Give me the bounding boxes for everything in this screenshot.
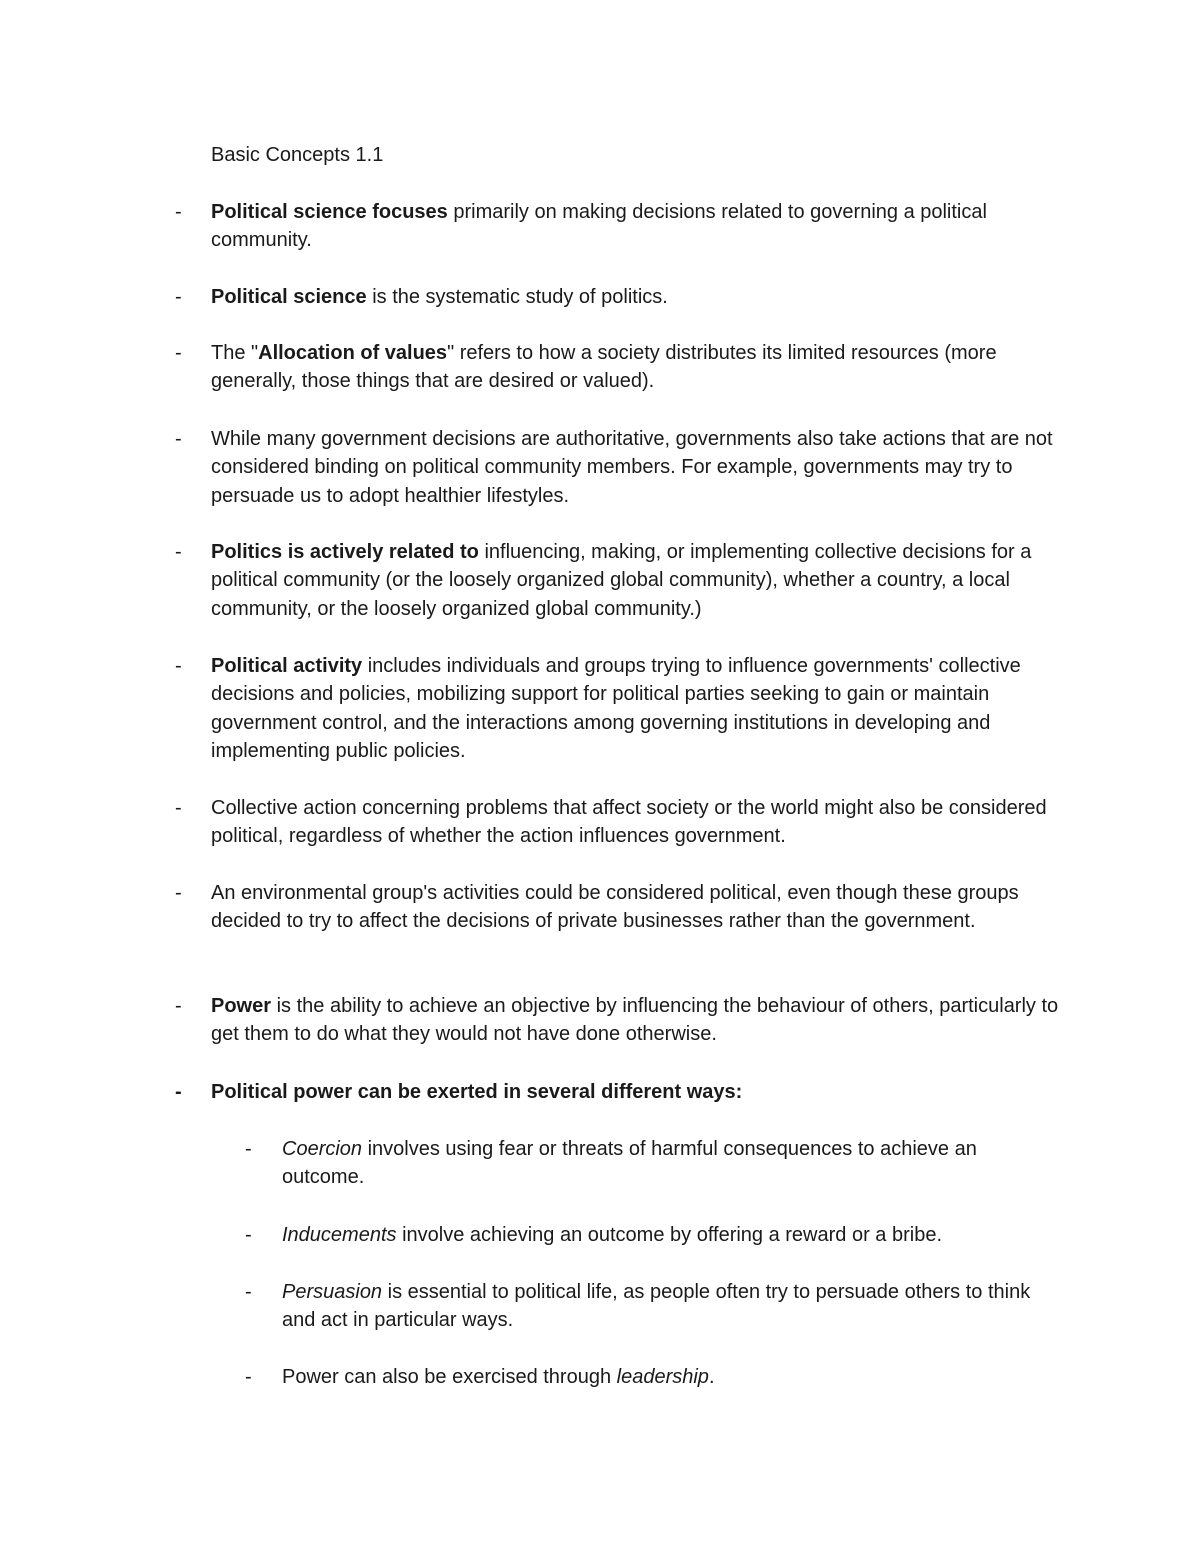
bullet-dash: - [175, 1081, 182, 1103]
bullet-dash: - [245, 1224, 252, 1246]
item-prefix: The " [211, 342, 259, 364]
item-text [211, 339, 1071, 396]
bullet-dash: - [175, 342, 182, 364]
item-text [211, 1078, 1071, 1106]
item-body: is essential to political life, as people often try to persuade others to think and act in particular ways. [282, 1281, 1031, 1332]
item-prefix: Power can also be exercised through [282, 1366, 617, 1388]
item-text [211, 425, 1071, 510]
item-body: Collective action concerning problems that affect society or the world might also be considered political, regardless of whether the action influences government. [211, 797, 1047, 848]
item-body: involves using fear or threats of harmful consequences to achieve an outcome. [282, 1138, 977, 1189]
item-text [282, 1363, 1062, 1391]
key-term: Political science [211, 286, 367, 308]
item-text [211, 283, 1071, 311]
bullet-dash: - [175, 882, 182, 904]
item-text [211, 879, 1071, 936]
item-body: primarily on making decisions related to governing a political community. [211, 201, 987, 252]
item-body: is the systematic study of politics. [366, 286, 668, 308]
key-term: Political science focuses [211, 201, 448, 223]
item-text [282, 1221, 1062, 1249]
bullet-dash: - [175, 286, 182, 308]
key-term: Coercion [282, 1138, 363, 1160]
section-heading: Political power can be exerted in several different ways: [211, 1081, 743, 1103]
item-body: involve achieving an outcome by offering a reward or a bribe. [396, 1224, 943, 1246]
bullet-dash: - [245, 1366, 252, 1388]
key-term: Inducements [282, 1224, 397, 1246]
item-body: An environmental group's activities could be considered political, even though these groups decided to try to affect the decisions of private businesses rather than the government. [211, 882, 1019, 933]
bullet-dash: - [175, 201, 182, 223]
bullet-dash: - [175, 541, 182, 563]
item-text [211, 652, 1071, 765]
key-term: Politics is actively related to [211, 541, 479, 563]
key-term: leadership [616, 1366, 709, 1388]
bullet-dash: - [175, 428, 182, 450]
bullet-dash: - [245, 1281, 252, 1303]
key-term: Political activity [211, 655, 363, 677]
item-text [211, 992, 1071, 1049]
key-term: Allocation of values [258, 342, 448, 364]
item-body: influencing, making, or implementing collective decisions for a political community (or the loosely organized global community), whether a country, a local community, or the loosely organized global community.) [211, 541, 1032, 620]
item-body: . [708, 1366, 715, 1388]
bullet-dash: - [175, 797, 182, 819]
bullet-dash: - [245, 1138, 252, 1160]
item-text [211, 538, 1071, 623]
key-term: Power [211, 995, 272, 1017]
item-text [282, 1278, 1062, 1335]
item-body: includes individuals and groups trying to influence governments' collective decisions and policies, mobilizing support for political parties seeking to gain or maintain government control, and the interactions among governing institutions in developing and implementing public policies. [211, 655, 1021, 762]
bullet-dash: - [175, 995, 182, 1017]
item-body: " refers to how a society distributes its limited resources (more generally, those things that are desired or valued). [211, 342, 997, 393]
bullet-dash: - [175, 655, 182, 677]
key-term: Persuasion [282, 1281, 383, 1303]
item-text [211, 198, 1071, 255]
item-text [211, 794, 1071, 851]
item-body: While many government decisions are authoritative, governments also take actions that are not considered binding on political community members. For example, governments may try to persuade us to adopt healthier lifestyles. [211, 428, 1053, 507]
page-title: Basic Concepts 1.1 [211, 144, 384, 166]
item-body: is the ability to achieve an objective by influencing the behaviour of others, particularly to get them to do what they would not have done otherwise. [211, 995, 1059, 1046]
item-text [282, 1135, 1062, 1192]
